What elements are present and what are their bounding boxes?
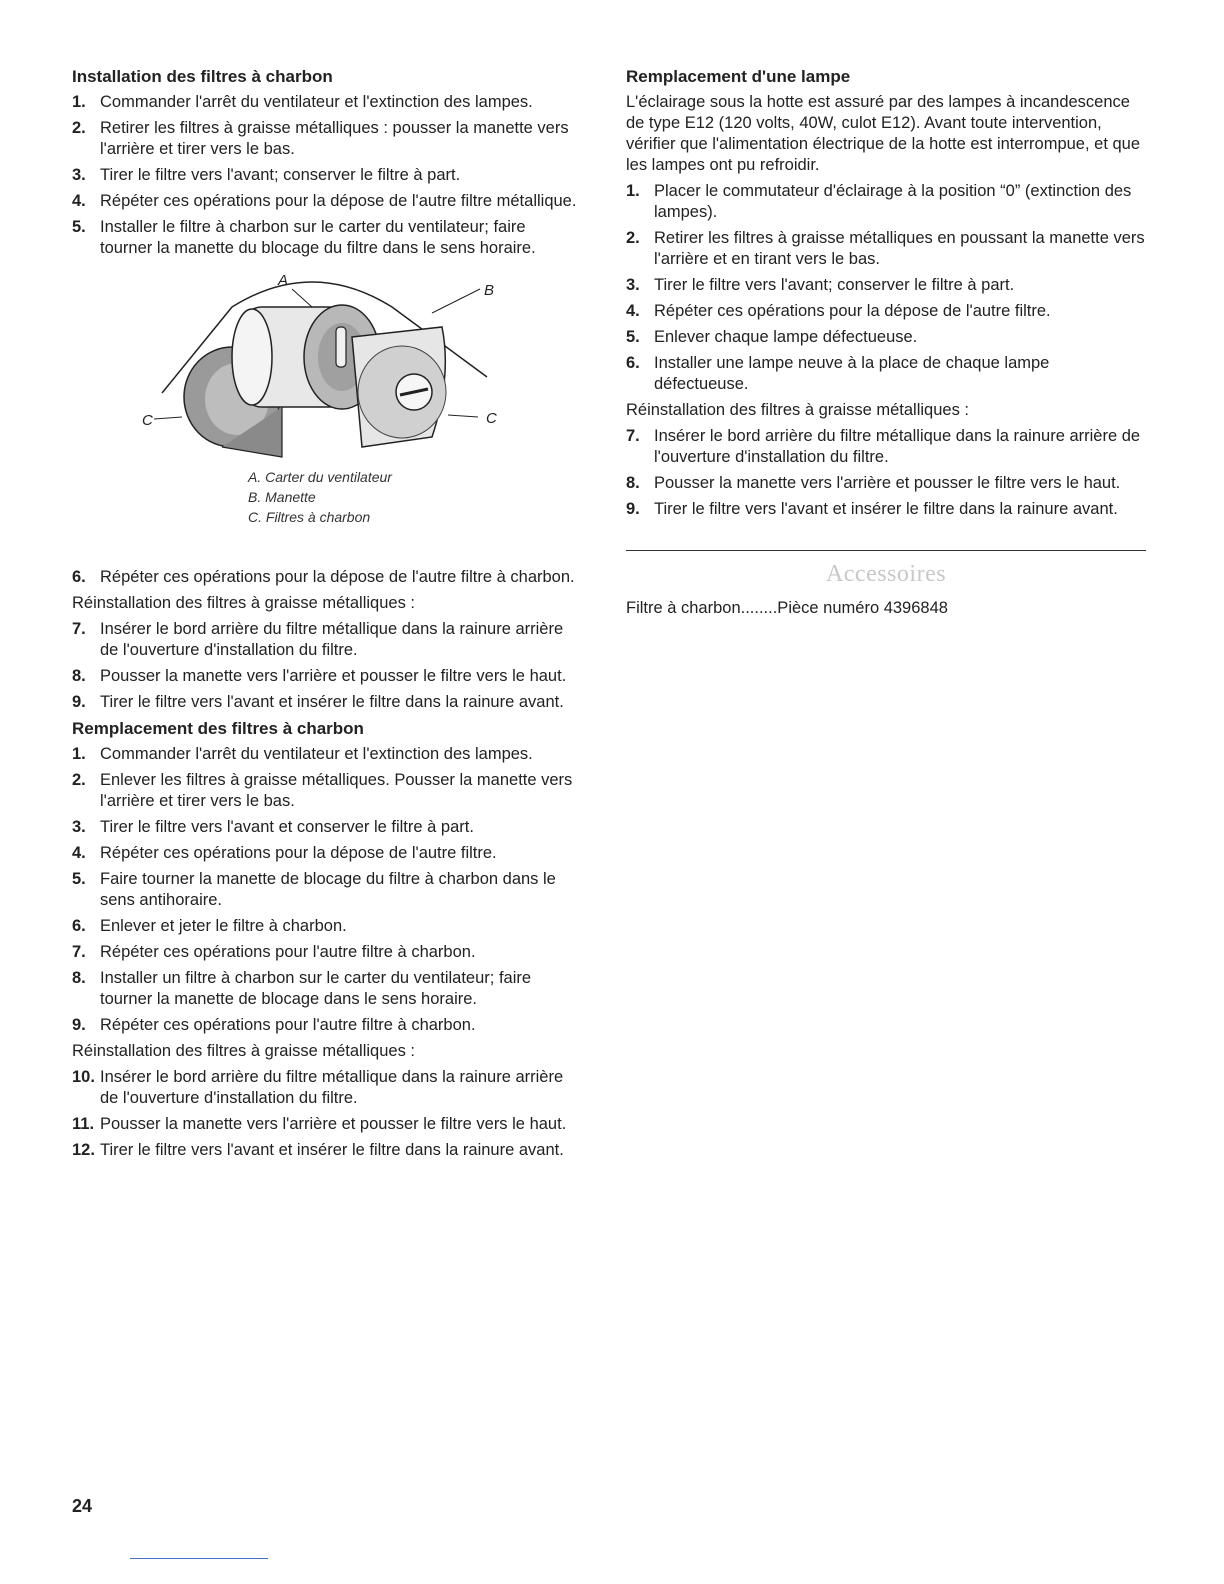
list-item-number: 7.: [626, 427, 640, 445]
accessories-title: Accessoires: [825, 561, 947, 587]
list-item: [72, 217, 582, 259]
list-item: [72, 165, 582, 186]
lamp-intro: L'éclairage sous la hotte est assuré par des lampes à incandescence de type E12 (120 volts, 40W, culot E12). Avant toute intervention, vérifier que l'alimentation électrique de la hotte est interrompue, et que les lampes ont pu refroidir.: [626, 93, 1141, 174]
fan-housing-illustration: [142, 267, 502, 467]
list-item: [626, 473, 1146, 494]
list-item-text: Installer le filtre à charbon sur le carter du ventilateur; faire tourner la manette du blocage du filtre dans le sens horaire.: [100, 218, 536, 257]
list-item-number: 1.: [626, 182, 640, 200]
list-item-number: 9.: [72, 693, 86, 711]
list-item-number: 8.: [626, 474, 640, 492]
label-c-right: C: [486, 410, 497, 427]
list-item: [72, 817, 582, 838]
reinstall-note-2: Réinstallation des filtres à graisse métalliques :: [72, 1042, 415, 1060]
list-item-text: Insérer le bord arrière du filtre métallique dans la rainure arrière de l'ouverture d'installation du filtre.: [100, 1068, 564, 1107]
reinstall-note-1: Réinstallation des filtres à graisse métalliques :: [72, 594, 415, 612]
list-item: [626, 353, 1146, 395]
list-reinstall-2: [72, 1067, 582, 1161]
list-item-number: 7.: [72, 620, 86, 638]
list-item-text: Répéter ces opérations pour l'autre filtre à charbon.: [100, 1016, 476, 1034]
list-item-text: Insérer le bord arrière du filtre métallique dans la rainure arrière de l'ouverture d'installation du filtre.: [654, 427, 1141, 466]
list-item-text: Tirer le filtre vers l'avant; conserver le filtre à part.: [654, 276, 1015, 294]
list-item-number: 4.: [72, 192, 86, 210]
list-item-text: Répéter ces opérations pour l'autre filtre à charbon.: [100, 943, 476, 961]
list-item-number: 2.: [626, 229, 640, 247]
list-item: [626, 181, 1146, 223]
list-item-number: 9.: [72, 1016, 86, 1034]
list-reinstall-3: [626, 426, 1146, 520]
list-item-text: Tirer le filtre vers l'avant et insérer le filtre dans la rainure avant.: [100, 1141, 564, 1159]
list-item: [72, 692, 582, 713]
list-item-number: 1.: [72, 745, 86, 763]
heading-replace-lamp: Remplacement d'une lampe: [626, 67, 851, 86]
list-item: [72, 118, 582, 160]
list-item-number: 10.: [72, 1068, 95, 1086]
reinstall-note-3: Réinstallation des filtres à graisse métalliques :: [626, 401, 969, 419]
list-item-text: Pousser la manette vers l'arrière et pousser le filtre vers le haut.: [654, 474, 1121, 492]
list-item: [72, 843, 582, 864]
list-item-text: Répéter ces opérations pour la dépose de l'autre filtre.: [654, 302, 1051, 320]
right-column: [626, 66, 1146, 624]
caption-c: C. Filtres à charbon: [248, 509, 371, 525]
list-item-text: Tirer le filtre vers l'avant et conserver le filtre à part.: [100, 818, 474, 836]
list-item-number: 5.: [626, 328, 640, 346]
list-item: [626, 275, 1146, 296]
list-item-number: 1.: [72, 93, 86, 111]
list-item-number: 2.: [72, 119, 86, 137]
list-item: [626, 228, 1146, 270]
caption-a: A. Carter du ventilateur: [248, 469, 392, 485]
list-item-number: 11.: [72, 1115, 95, 1133]
list-item: [72, 744, 582, 765]
list-item: [72, 567, 582, 588]
list-item-text: Insérer le bord arrière du filtre métallique dans la rainure arrière de l'ouverture d'installation du filtre.: [100, 620, 564, 659]
list-item-text: Répéter ces opérations pour la dépose de l'autre filtre à charbon.: [100, 568, 575, 586]
list-item-number: 3.: [72, 166, 86, 184]
list-item-number: 3.: [72, 818, 86, 836]
list-item-number: 4.: [72, 844, 86, 862]
list-item-text: Tirer le filtre vers l'avant et insérer le filtre dans la rainure avant.: [100, 693, 564, 711]
list-item: [72, 770, 582, 812]
list-replace: [72, 744, 582, 1036]
list-item-text: Retirer les filtres à graisse métalliques : pousser la manette vers l'arrière et tirer vers le bas.: [100, 119, 569, 158]
list-lamp: [626, 181, 1146, 395]
list-step-6: [72, 567, 582, 588]
list-item-number: 7.: [72, 943, 86, 961]
list-item-text: Enlever chaque lampe défectueuse.: [654, 328, 918, 346]
list-item-text: Tirer le filtre vers l'avant; conserver le filtre à part.: [100, 166, 461, 184]
list-item-number: 3.: [626, 276, 640, 294]
list-item-text: Installer un filtre à charbon sur le carter du ventilateur; faire tourner la manette de blocage dans le sens horaire.: [100, 969, 532, 1008]
list-item-text: Répéter ces opérations pour la dépose de l'autre filtre métallique.: [100, 192, 577, 210]
list-item: [72, 942, 582, 963]
list-item-text: Placer le commutateur d'éclairage à la position “0” (extinction des lampes).: [654, 182, 1132, 221]
list-item: [72, 1015, 582, 1036]
list-item-number: 5.: [72, 870, 86, 888]
accessories-line: Filtre à charbon........Pièce numéro 4396848: [626, 599, 948, 617]
list-item: [72, 92, 582, 113]
list-item-number: 2.: [72, 771, 86, 789]
footer-line: [130, 1558, 268, 1559]
label-c-left: C: [142, 412, 153, 429]
charcoal-filter-figure: [72, 267, 582, 557]
label-b: B: [484, 282, 495, 299]
list-item-text: Tirer le filtre vers l'avant et insérer le filtre dans la rainure avant.: [654, 500, 1118, 518]
list-item: [626, 327, 1146, 348]
list-item: [72, 1140, 582, 1161]
list-item-text: Pousser la manette vers l'arrière et pousser le filtre vers le haut.: [100, 667, 567, 685]
list-item-text: Enlever et jeter le filtre à charbon.: [100, 917, 347, 935]
figure-caption: [248, 467, 392, 527]
list-item: [72, 666, 582, 687]
list-item: [72, 968, 582, 1010]
list-item-text: Faire tourner la manette de blocage du filtre à charbon dans le sens antihoraire.: [100, 870, 556, 909]
list-item-number: 8.: [72, 667, 86, 685]
list-item-number: 12.: [72, 1141, 95, 1159]
caption-b: B. Manette: [248, 489, 316, 505]
list-item-text: Installer une lampe neuve à la place de chaque lampe défectueuse.: [654, 354, 1050, 393]
list-installation: [72, 92, 582, 259]
list-item: [72, 916, 582, 937]
list-item: [72, 1067, 582, 1109]
section-divider: [626, 550, 1146, 551]
heading-replace-charcoal: Remplacement des filtres à charbon: [72, 719, 364, 738]
list-item-text: Enlever les filtres à graisse métalliques. Pousser la manette vers l'arrière et tirer vers le bas.: [100, 771, 573, 810]
list-item-number: 4.: [626, 302, 640, 320]
list-reinstall-1: [72, 619, 582, 713]
list-item: [72, 869, 582, 911]
list-item-number: 6.: [72, 568, 86, 586]
list-item: [626, 301, 1146, 322]
page-number: 24: [72, 1496, 93, 1516]
label-a: A: [278, 272, 289, 289]
list-item: [626, 499, 1146, 520]
list-item-number: 6.: [72, 917, 86, 935]
list-item: [626, 426, 1146, 468]
list-item-text: Répéter ces opérations pour la dépose de l'autre filtre.: [100, 844, 497, 862]
list-item-text: Pousser la manette vers l'arrière et pousser le filtre vers le haut.: [100, 1115, 567, 1133]
list-item-text: Commander l'arrêt du ventilateur et l'extinction des lampes.: [100, 745, 533, 763]
list-item-number: 5.: [72, 218, 86, 236]
list-item-number: 8.: [72, 969, 86, 987]
list-item: [72, 619, 582, 661]
list-item: [72, 1114, 582, 1135]
list-item: [72, 191, 582, 212]
left-column: [72, 66, 582, 1166]
list-item-number: 6.: [626, 354, 640, 372]
list-item-number: 9.: [626, 500, 640, 518]
list-item-text: Commander l'arrêt du ventilateur et l'extinction des lampes.: [100, 93, 533, 111]
list-item-text: Retirer les filtres à graisse métalliques en poussant la manette vers l'arrière et en tirant vers le bas.: [654, 229, 1145, 268]
heading-installation-charcoal: Installation des filtres à charbon: [72, 67, 333, 86]
